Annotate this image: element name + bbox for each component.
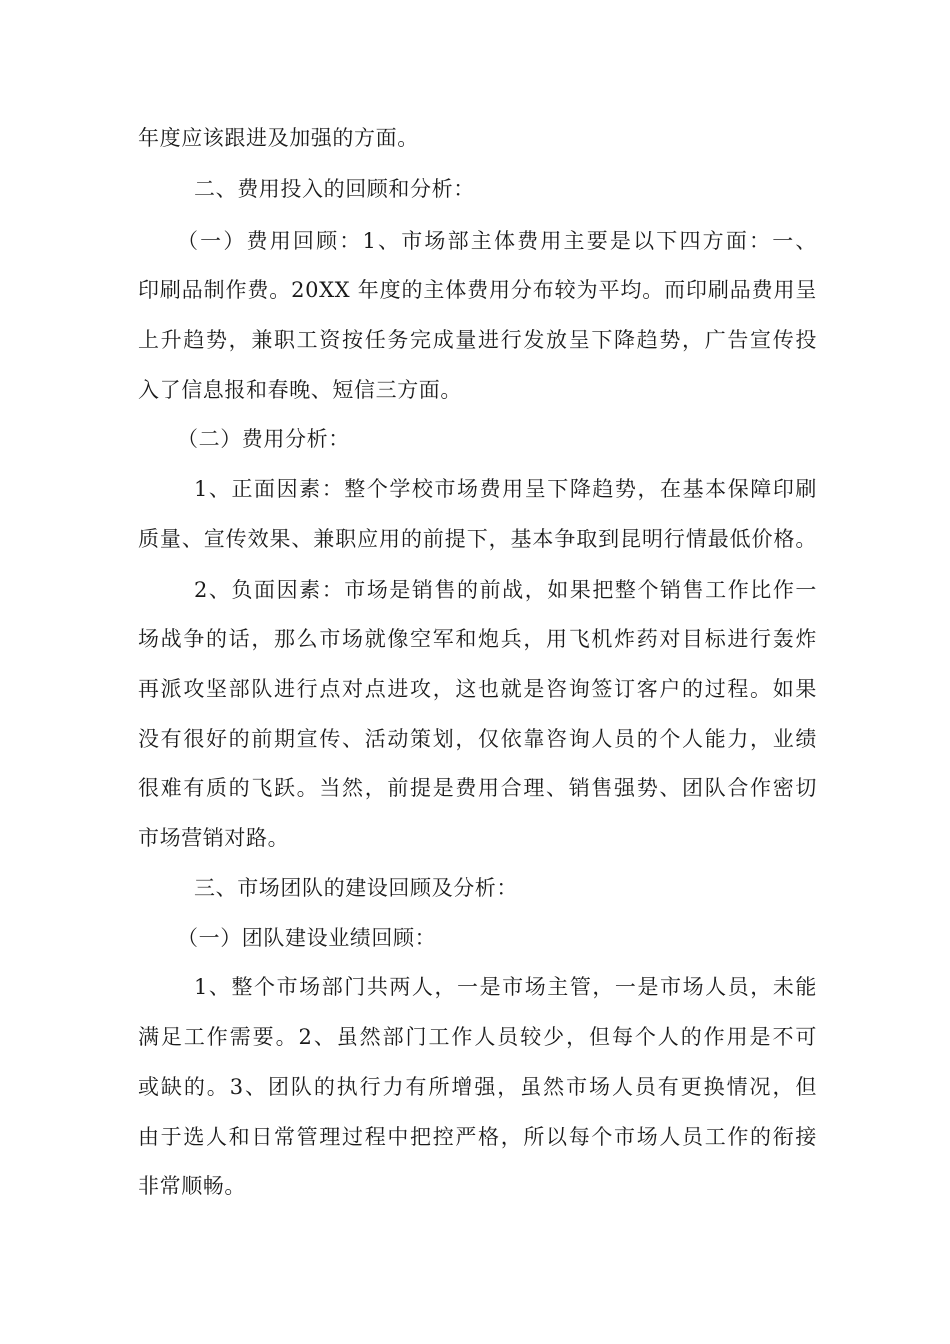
text-line: 很难有质的飞跃。当然，前提是费用合理、销售强势、团队合作密切 bbox=[138, 776, 817, 800]
section-heading: 二、费用投入的回顾和分析： bbox=[194, 177, 475, 201]
text-line: 非常顺畅。 bbox=[138, 1174, 246, 1198]
text-line: 由于选人和日常管理过程中把控严格，所以每个市场人员工作的衔接 bbox=[138, 1125, 817, 1149]
text-line: 2、负面因素：市场是销售的前战，如果把整个销售工作比作一 bbox=[194, 578, 817, 602]
text-line: 或缺的。3、团队的执行力有所增强，虽然市场人员有更换情况，但 bbox=[138, 1075, 817, 1099]
text-line: 再派攻坚部队进行点对点进攻，这也就是咨询签订客户的过程。如果 bbox=[138, 677, 817, 701]
text-line: 印刷品制作费。20XX 年度的主体费用分布较为平均。而印刷品费用呈 bbox=[138, 278, 817, 302]
text-line: 市场营销对路。 bbox=[138, 826, 290, 850]
text-line: （一）费用回顾：1、市场部主体费用主要是以下四方面：一、 bbox=[177, 229, 817, 253]
text-line: 1、整个市场部门共两人，一是市场主管，一是市场人员，未能 bbox=[194, 975, 817, 999]
subsection-heading: （二）费用分析： bbox=[177, 427, 350, 451]
text-line: 1、正面因素：整个学校市场费用呈下降趋势，在基本保障印刷 bbox=[194, 477, 817, 501]
text-line: 场战争的话，那么市场就像空军和炮兵，用飞机炸药对目标进行轰炸 bbox=[138, 627, 817, 651]
text-line: 满足工作需要。2、虽然部门工作人员较少，但每个人的作用是不可 bbox=[138, 1025, 817, 1049]
text-line: 年度应该跟进及加强的方面。 bbox=[138, 126, 419, 150]
text-line: 入了信息报和春晚、短信三方面。 bbox=[138, 378, 462, 402]
subsection-heading: （一）团队建设业绩回顾： bbox=[177, 926, 437, 950]
text-line: 上升趋势，兼职工资按任务完成量进行发放呈下降趋势，广告宣传投 bbox=[138, 328, 817, 352]
text-line: 质量、宣传效果、兼职应用的前提下，基本争取到昆明行情最低价格。 bbox=[138, 527, 817, 551]
text-line: 没有很好的前期宣传、活动策划，仅依靠咨询人员的个人能力，业绩 bbox=[138, 727, 817, 751]
section-heading: 三、市场团队的建设回顾及分析： bbox=[194, 876, 518, 900]
